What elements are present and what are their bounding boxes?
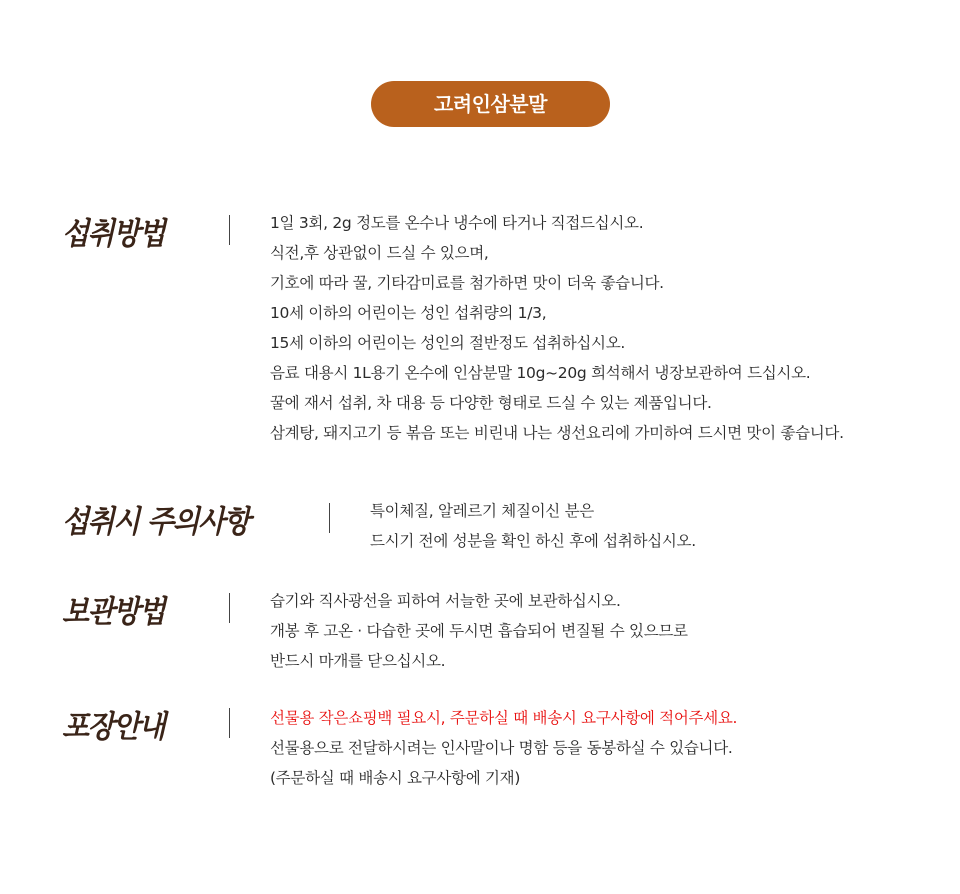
- body-line: 삼계탕, 돼지고기 등 볶음 또는 비린내 나는 생선요리에 가미하여 드시면 맛이 좋습니다.: [270, 424, 844, 442]
- section-heading: 섭취방법: [62, 215, 165, 252]
- body-line: 음료 대용시 1L용기 온수에 인삼분말 10g~20g 희석해서 냉장보관하여 드십시오.: [270, 364, 811, 382]
- section-body: [370, 496, 696, 556]
- section-body: [270, 208, 844, 448]
- body-line: 반드시 마개를 닫으십시오.: [270, 652, 446, 670]
- section-heading: 포장안내: [62, 708, 165, 745]
- body-line: 기호에 따라 꿀, 기타감미료를 첨가하면 맛이 더욱 좋습니다.: [270, 274, 664, 292]
- vertical-divider: [229, 593, 230, 623]
- body-line: 꿀에 재서 섭취, 차 대용 등 다양한 형태로 드실 수 있는 제품입니다.: [270, 394, 712, 412]
- section-body: [270, 586, 688, 676]
- body-line: 습기와 직사광선을 피하여 서늘한 곳에 보관하십시오.: [270, 592, 621, 610]
- section-heading: 보관방법: [62, 593, 165, 630]
- body-line: 식전,후 상관없이 드실 수 있으며,: [270, 244, 489, 262]
- body-line: 10세 이하의 어린이는 성인 섭취량의 1/3,: [270, 304, 547, 322]
- section-body: [270, 703, 737, 793]
- section-heading: 섭취시 주의사항: [62, 503, 250, 540]
- body-line: 15세 이하의 어린이는 성인의 절반정도 섭취하십시오.: [270, 334, 626, 352]
- body-line: 1일 3회, 2g 정도를 온수나 냉수에 타거나 직접드십시오.: [270, 214, 644, 232]
- body-line: 특이체질, 알레르기 체질이신 분은: [370, 502, 594, 520]
- body-line: 선물용으로 전달하시려는 인사말이나 명함 등을 동봉하실 수 있습니다.: [270, 739, 733, 757]
- vertical-divider: [229, 215, 230, 245]
- body-line-highlight: 선물용 작은쇼핑백 필요시, 주문하실 때 배송시 요구사항에 적어주세요.: [270, 709, 738, 727]
- product-title-badge: 고려인삼분말: [371, 81, 610, 127]
- body-line: (주문하실 때 배송시 요구사항에 기재): [270, 769, 521, 787]
- vertical-divider: [229, 708, 230, 738]
- body-line: 개봉 후 고온 · 다습한 곳에 두시면 흡습되어 변질될 수 있으므로: [270, 622, 688, 640]
- body-line: 드시기 전에 성분을 확인 하신 후에 섭취하십시오.: [370, 532, 696, 550]
- vertical-divider: [329, 503, 330, 533]
